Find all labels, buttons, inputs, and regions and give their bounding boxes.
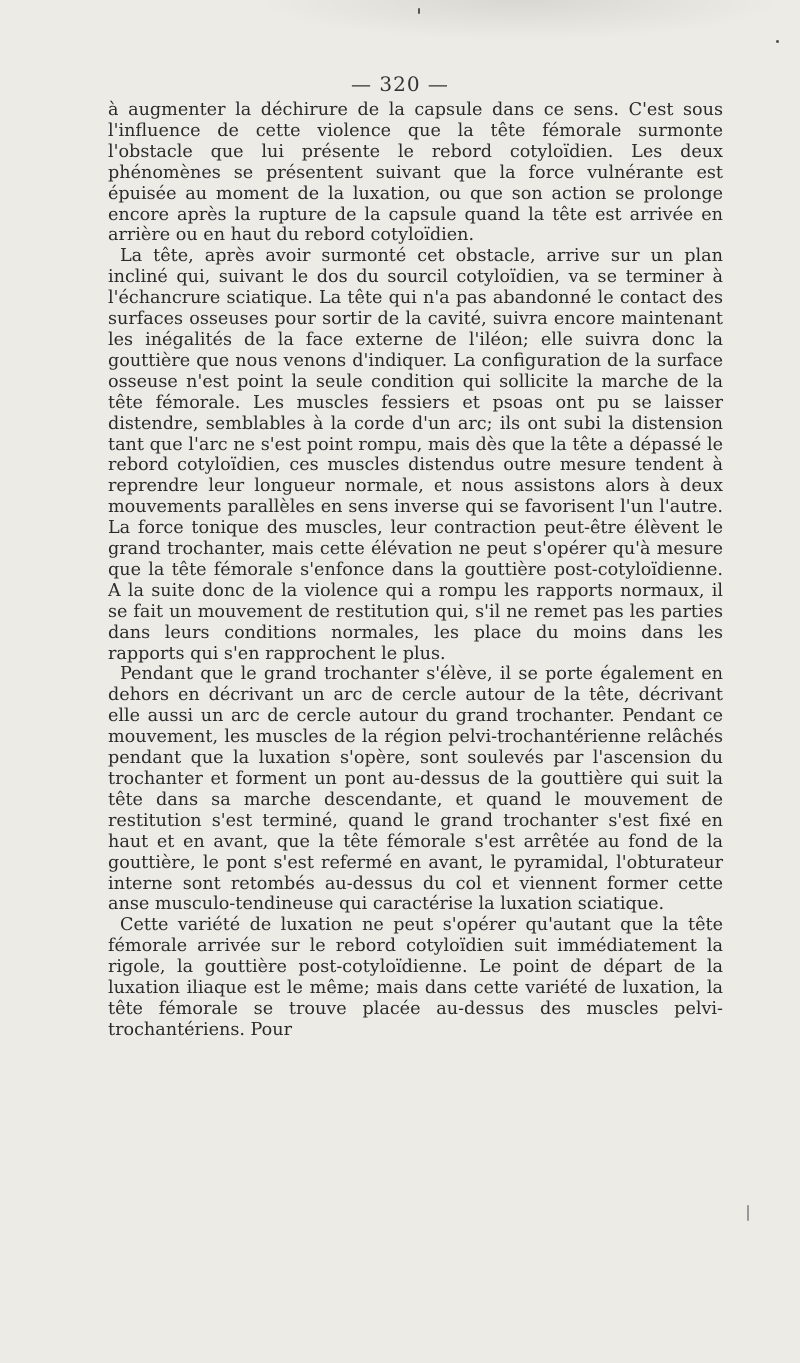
page-number: — 320 — <box>351 72 449 96</box>
paper-speck <box>776 40 779 43</box>
paragraph-4: Cette variété de luxation ne peut s'opérer qu'autant que la tête fémorale arrivée sur le rebord cotyloïdien suit immédiatement la rigole, la gouttière post-cotyloïdienne. Le point de départ de la luxation iliaque est le même; mais dans cette variété de luxation, la tête fémorale se trouve placée au-dessus des muscles pelvi-trochantériens. Pour <box>108 915 723 1040</box>
paragraph-3: Pendant que le grand trochanter s'élève, il se porte également en dehors en décrivant un arc de cercle autour de la tête, décrivant elle aussi un arc de cercle autour du grand trochanter. Pendant ce mouvement, les muscles de la région pelvi-trochantérienne relâchés pendant que la luxation s'opère, sont soulevés par l'ascension du trochanter et forment un pont au-dessus de la gouttière qui suit la tête dans sa marche descendante, et quand le mouvement de restitution s'est terminé, quand le grand trochanter s'est fixé en haut et en avant, que la tête fémorale s'est arrêtée au fond de la gouttière, le pont s'est refermé en avant, le pyramidal, l'obturateur interne sont retombés au-dessus du col et viennent former cette anse musculo-tendineuse qui caractérise la luxation sciatique. <box>108 664 723 915</box>
paper-speck <box>418 8 420 14</box>
paragraph-2: La tête, après avoir surmonté cet obstacle, arrive sur un plan incliné qui, suivant le dos du sourcil cotyloïdien, va se terminer à l'échancrure sciatique. La tête qui n'a pas abandonné le contact des surfaces osseuses pour sortir de la cavité, suivra encore maintenant les inégalités de la face externe de l'iléon; elle suivra donc la gouttière que nous venons d'indiquer. La configuration de la surface osseuse n'est point la seule condition qui sollicite la marche de la tête fémorale. Les muscles fessiers et psoas ont pu se laisser distendre, semblables à la corde d'un arc; ils ont subi la distension tant que l'arc ne s'est point rompu, mais dès que la tête a dépassé le rebord cotyloïdien, ces muscles distendus outre mesure tendent à reprendre leur longueur normale, et nous assistons alors à deux mouvements parallèles en sens inverse qui se favorisent l'un l'autre. La force tonique des muscles, leur contraction peut-être élèvent le grand trochanter, mais cette élévation ne peut s'opérer qu'à mesure que la tête fémorale s'enfonce dans la gouttière post-cotyloïdienne. A la suite donc de la violence qui a rompu les rapports normaux, il se fait un mouvement de restitution qui, s'il ne remet pas les parties dans leurs conditions normales, les place du moins dans les rapports qui s'en rapprochent le plus. <box>108 246 723 664</box>
body-text <box>108 100 723 1041</box>
paper-speck <box>747 1205 749 1221</box>
paragraph-1: à augmenter la déchirure de la capsule dans ce sens. C'est sous l'influence de cette violence que la tête fémorale surmonte l'obstacle que lui présente le rebord cotyloïdien. Les deux phénomènes se présentent suivant que la force vulnérante est épuisée au moment de la luxation, ou que son action se prolonge encore après la rupture de la capsule quand la tête est arrivée en arrière ou en haut du rebord cotyloïdien. <box>108 100 723 246</box>
